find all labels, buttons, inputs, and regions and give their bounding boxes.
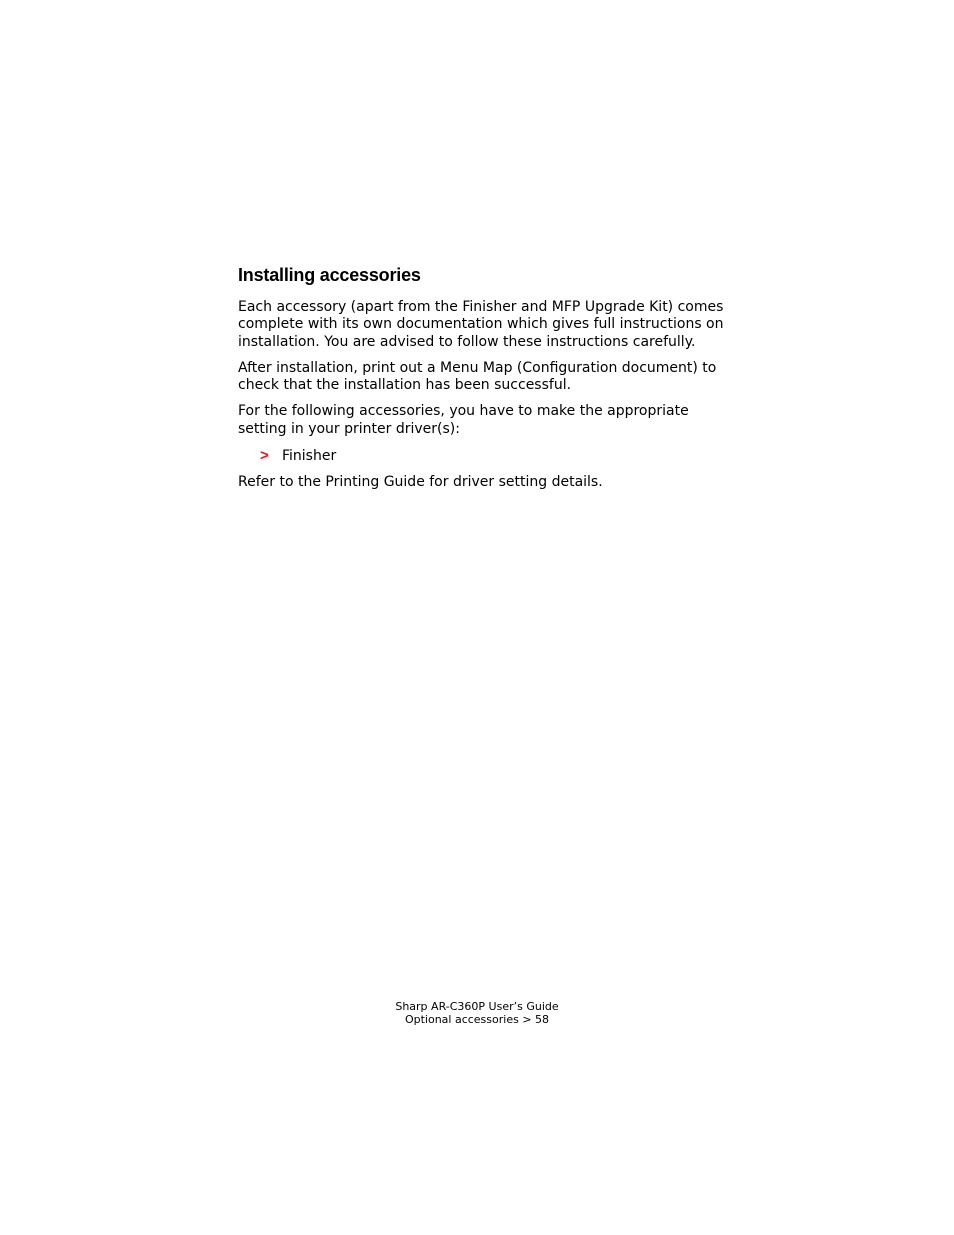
footer-guide-title: Sharp AR-C360P User’s Guide bbox=[395, 1000, 559, 1013]
page-content bbox=[238, 262, 728, 501]
page-footer bbox=[0, 1001, 954, 1026]
footer-breadcrumb: Optional accessories > 58 bbox=[404, 1012, 550, 1026]
bullet-arrow-icon: > bbox=[260, 447, 269, 465]
paragraph-driver-setting: For the following accessories, you have to make the appropriate setting in your printer driver(s): bbox=[238, 403, 689, 437]
paragraph-intro: Each accessory (apart from the Finisher and MFP Upgrade Kit) comes complete with its own documentation which gives full instructions on installation. You are advised to follow these instructions carefully. bbox=[238, 299, 724, 350]
section-title: Installing accessories bbox=[238, 265, 421, 285]
paragraph-after-installation: After installation, print out a Menu Map (Configuration document) to check that the installation has been successful. bbox=[238, 359, 717, 394]
list-item-label: Finisher bbox=[282, 448, 337, 465]
paragraph-closing: Refer to the Printing Guide for driver setting details. bbox=[238, 474, 603, 491]
list-item bbox=[238, 447, 728, 465]
